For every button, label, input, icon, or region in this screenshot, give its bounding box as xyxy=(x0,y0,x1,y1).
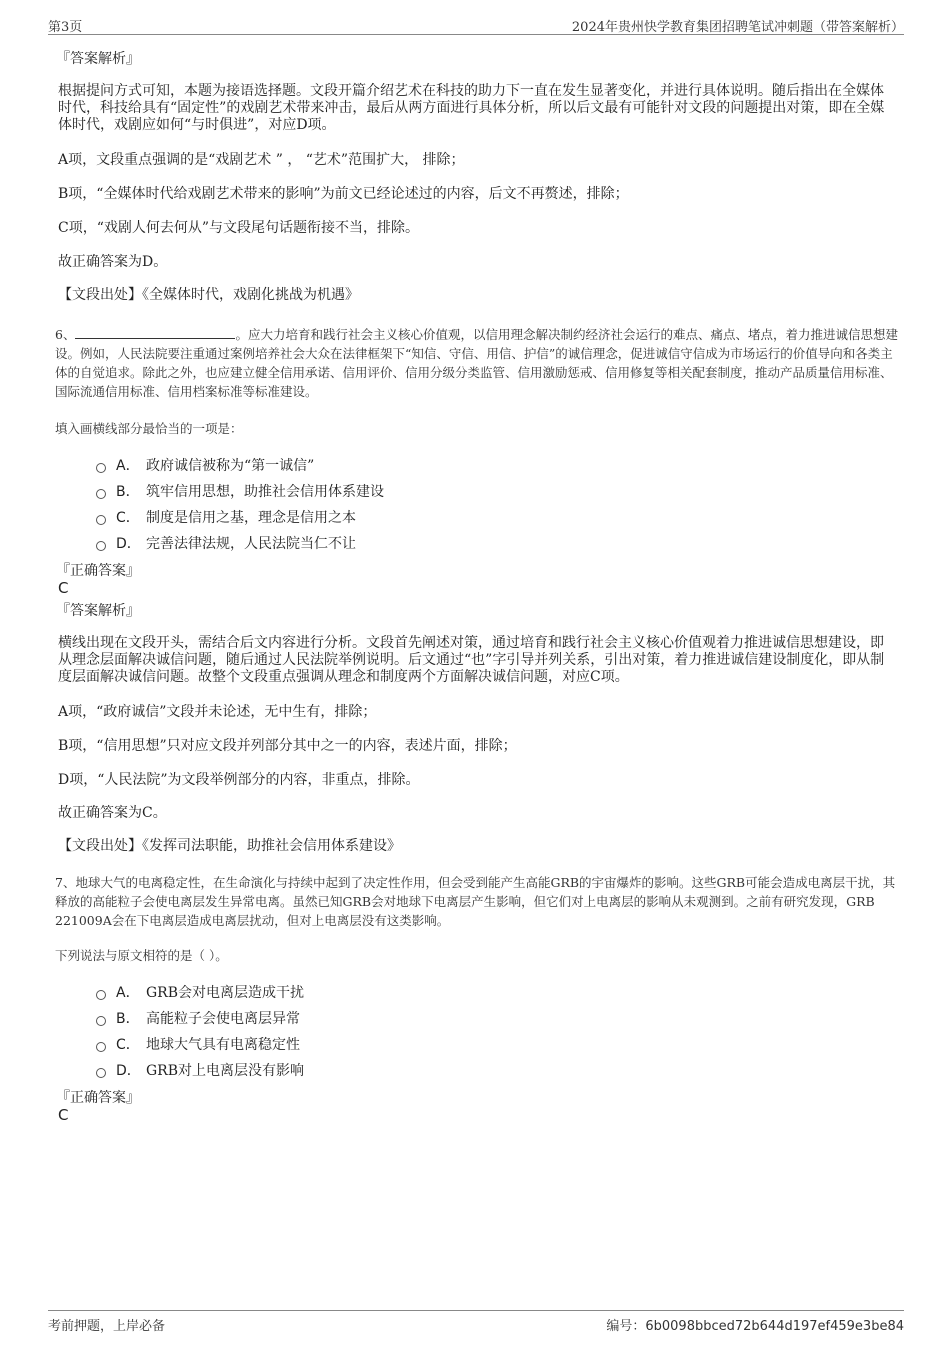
q6-stem xyxy=(55,325,900,401)
q7-correct-label: 『正确答案』 xyxy=(56,1090,140,1106)
code-value: 6b0098bbced72b644d197ef459e3be84 xyxy=(645,1319,904,1334)
q6-number: 6、 xyxy=(55,327,76,342)
radio-icon[interactable] xyxy=(96,515,106,525)
option-text: 制度是信用之基，理念是信用之本 xyxy=(146,510,356,526)
q5-analysis-label: 『答案解析』 xyxy=(56,51,140,67)
q6-stem-text: 。应大力培育和践行社会主义核心价值观，以信用理念解决制约经济社会运行的难点、痛点、堵点，着力推进诚信思想建设。例如，人民法院要注重通过案例培养社会大众在法律框架下“知信、守信、用信、护信”的诚信理念，促进诚信守信成为市场运行的价值导向和各类主体的自觉追求。除此之外，也应建立健全信用承诺、信用评价、信用分级分类监管、信用激励惩戒、信用修复等相关配套制度，推动产品质量信用标准、国际流通信用标准、信用档案标准等标准建设。 xyxy=(55,327,898,399)
q7-option-a[interactable] xyxy=(96,982,304,1002)
radio-icon[interactable] xyxy=(96,463,106,473)
q6-correct-label: 『正确答案』 xyxy=(56,563,140,579)
fill-in-blank xyxy=(75,326,235,339)
footer-code xyxy=(606,1315,904,1334)
footer-slogan: 考前押题，上岸必备 xyxy=(48,1319,166,1334)
q5-explain-b: B项，“全媒体时代给戏剧艺术带来的影响”为前文已经论述过的内容，后文不再赘述，排除； xyxy=(58,186,629,202)
page-footer xyxy=(48,1310,904,1335)
radio-icon[interactable] xyxy=(96,1068,106,1078)
option-text: 完善法律法规，人民法院当仁不让 xyxy=(146,536,356,552)
option-letter: A． xyxy=(116,985,140,1001)
q6-conclusion: 故正确答案为C。 xyxy=(58,805,167,821)
q6-option-c[interactable] xyxy=(96,507,356,527)
option-text: 高能粒子会使电离层异常 xyxy=(146,1011,300,1027)
option-text: 地球大气具有电离稳定性 xyxy=(146,1037,300,1053)
q5-source: 【文段出处】《全媒体时代，戏剧化挑战为机遇》 xyxy=(58,287,359,303)
q6-correct-value: C xyxy=(58,579,69,597)
q6-option-b[interactable] xyxy=(96,481,384,501)
q6-analysis-text: 横线出现在文段开头，需结合后文内容进行分析。文段首先阐述对策，通过培育和践行社会主义核心价值观着力推进诚信思想建设，即从理念层面解决诚信问题，随后通过人民法院举例说明。后文通过“也”字引导并列关系，引出对策，着力推进诚信建设制度化，即从制度层面解决诚信问题。故整个文段重点强调从理念和制度两个方面解决诚信问题，对应C项。 xyxy=(58,635,885,685)
option-text: 筑牢信用思想，助推社会信用体系建设 xyxy=(146,484,384,500)
q7-stem: 7、地球大气的电离稳定性，在生命演化与持续中起到了决定性作用，但会受到能产生高能GRB的宇宙爆炸的影响。这些GRB可能会造成电离层干扰，其释放的高能粒子会使电离层发生异常电离。虽然已知GRB会对地球下电离层产生影响，但它们对上电离层的影响从未观测到。之前有研究发现，GRB 221009A会在下电离层造成电离层扰动，但对上电离层没有这类影响。 xyxy=(55,875,896,928)
q7-option-c[interactable] xyxy=(96,1034,300,1054)
document-title: 2024年贵州快学教育集团招聘笔试冲刺题（带答案解析） xyxy=(571,20,904,35)
q6-option-a[interactable] xyxy=(96,455,314,475)
q6-option-d[interactable] xyxy=(96,533,356,553)
radio-icon[interactable] xyxy=(96,1016,106,1026)
option-letter: B． xyxy=(116,484,140,500)
q6-explain-d: D项，“人民法院”为文段举例部分的内容，非重点，排除。 xyxy=(58,772,420,788)
option-letter: D． xyxy=(116,536,141,552)
option-letter: D． xyxy=(116,1063,141,1079)
q6-explain-b: B项，“信用思想”只对应文段并列部分其中之一的内容，表述片面，排除； xyxy=(58,738,517,754)
q7-correct-value: C xyxy=(58,1106,69,1124)
page-number: 第3页 xyxy=(48,20,83,35)
option-letter: C． xyxy=(116,510,140,526)
page-header xyxy=(48,12,904,35)
option-letter: A． xyxy=(116,458,140,474)
q7-prompt: 下列说法与原文相符的是（ ）。 xyxy=(55,948,228,963)
option-text: 政府诚信被称为“第一诚信” xyxy=(146,458,315,474)
q6-analysis-label: 『答案解析』 xyxy=(56,603,140,619)
radio-icon[interactable] xyxy=(96,541,106,551)
q7-option-d[interactable] xyxy=(96,1060,304,1080)
q6-prompt: 填入画横线部分最恰当的一项是： xyxy=(55,421,243,436)
q6-explain-a: A项，“政府诚信”文段并未论述，无中生有，排除； xyxy=(58,704,377,720)
option-letter: B． xyxy=(116,1011,140,1027)
option-text: GRB会对电离层造成干扰 xyxy=(146,985,305,1001)
q5-analysis-text: 根据提问方式可知，本题为接语选择题。文段开篇介绍艺术在科技的助力下一直在发生显著变化，并进行具体说明。随后指出在全媒体时代，科技给具有“固定性”的戏剧艺术带来冲击，最后从两方面进行具体分析，所以后文最有可能针对文段的问题提出对策，即在全媒体时代，戏剧应如何“与时俱进”，对应D项。 xyxy=(58,83,885,133)
q7-option-b[interactable] xyxy=(96,1008,300,1028)
q5-conclusion: 故正确答案为D。 xyxy=(58,254,168,270)
q5-explain-a: A项，文段重点强调的是“戏剧艺术 ” ， “艺术”范围扩大， 排除； xyxy=(58,152,465,168)
q5-explain-c: C项，“戏剧人何去何从”与文段尾句话题衔接不当，排除。 xyxy=(58,220,420,236)
q6-source: 【文段出处】《发挥司法职能，助推社会信用体系建设》 xyxy=(58,838,401,854)
option-letter: C． xyxy=(116,1037,140,1053)
option-text: GRB对上电离层没有影响 xyxy=(146,1063,305,1079)
code-label: 编号： xyxy=(606,1319,646,1334)
radio-icon[interactable] xyxy=(96,990,106,1000)
radio-icon[interactable] xyxy=(96,1042,106,1052)
radio-icon[interactable] xyxy=(96,489,106,499)
